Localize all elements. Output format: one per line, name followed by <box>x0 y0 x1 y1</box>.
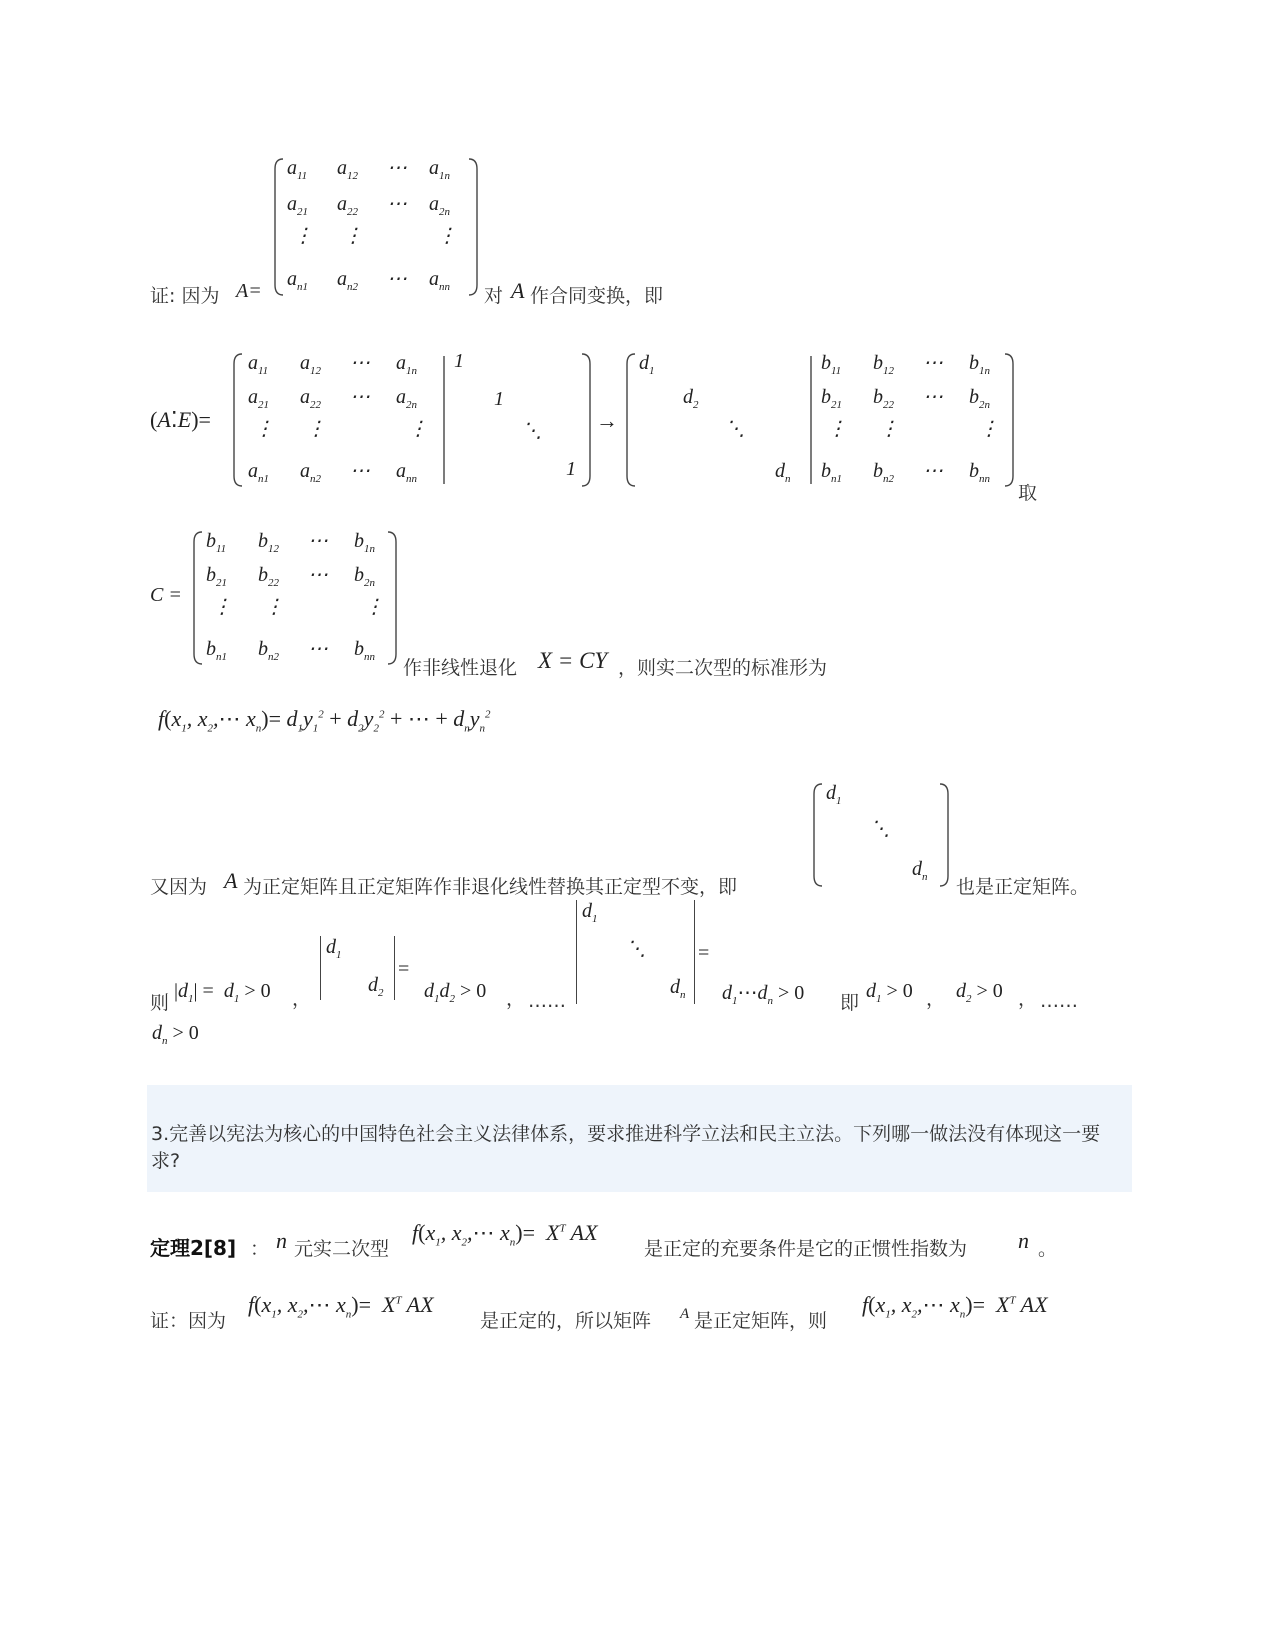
theorem-colon: ： <box>250 1238 270 1260</box>
proof2-formula-2: $f(x_1$, $x_2,\cdots$ $x_n)= X^T$ AX <box>862 1292 1048 1321</box>
d1-positive: $d_1 > 0$ <box>866 980 913 1005</box>
para-positive-text2: 为正定矩阵且正定矩阵作非退化线性替换其正定型不变，即 <box>243 876 738 898</box>
theorem-text1: 元实二次型 <box>294 1238 390 1260</box>
matrix-a: $a_{11}$ $a_{12}$ ⋯ $a_{1n}$ $a_{21}$ $a_{22}$ ⋯ $a_{2n}$ ⋮ ⋮ ⋮ $a_{n1}$ $a_{n2}$ ⋯ $a_{nn}$ <box>237 155 487 300</box>
minors-dots-2: …… <box>1040 990 1078 1012</box>
symbol-n2: n <box>1018 1228 1029 1253</box>
matrix-db-brackets <box>625 350 1015 490</box>
dn-positive: $d_n > 0$ <box>152 1022 199 1047</box>
minor-1: $|d_1| = d_1 > 0$ <box>174 980 271 1005</box>
proof1-intro: 证: 因为 <box>150 285 220 307</box>
theorem-period: 。 <box>1038 1238 1058 1260</box>
after-c-text: 作非线性退化 <box>403 657 518 679</box>
minors-comma-2: ， <box>506 988 526 1010</box>
arrow-icon: → <box>596 408 618 433</box>
standard-form-formula: $f(x_1$, $x_2,\cdots$ $x_n)= d_1y_1^2 + d_2y_2^2$ + ⋯ + $d_ny_n^2$ <box>158 706 491 735</box>
minor-2-det: $d_1$ $d_2$ <box>318 936 408 1006</box>
proof1-after-a: 对 <box>484 285 504 307</box>
theorem-label: 定理2[8] <box>150 1236 237 1260</box>
theorem-formula: $f(x_1$, $x_2,\cdots$ $x_n)= X^T$ AX <box>412 1220 598 1249</box>
theorem-text2: 是正定的充要条件是它的正惯性指数为 <box>644 1238 968 1260</box>
question-text: 3.完善以宪法为核心的中国特色社会主义法律体系，要求推进科学立法和民主立法。下列哪一做法没有体现这一要求? <box>151 1123 1101 1172</box>
para-positive-text3: 也是正定矩阵。 <box>956 876 1090 898</box>
diag-matrix: $d_1$ ⋱ $d_n$ <box>812 780 952 890</box>
minor-2-value: $d_1d_2 > 0$ <box>424 980 487 1005</box>
proof1-after-a2: 作合同变换，即 <box>530 285 664 307</box>
symbol-a3: A <box>680 1306 690 1322</box>
minor-2-eq: = <box>398 958 410 980</box>
minors-dots-1: …… <box>528 990 566 1012</box>
symbol-c-eq: C = <box>150 584 182 606</box>
symbol-a: A <box>511 278 525 303</box>
proof2-formula-1: $f(x_1$, $x_2,\cdots$ $x_n)= X^T$ AX <box>248 1292 434 1321</box>
matrix-c: $b_{11}$ $b_{12}$ ⋯ $b_{1n}$ $b_{21}$ $b_{22}$ ⋯ $b_{2n}$ ⋮ ⋮ ⋮ $b_{n1}$ $b_{n2}$ ⋯ $b_{nn}$ <box>192 528 402 668</box>
d2-positive: $d_2 > 0$ <box>956 980 1003 1005</box>
symbol-a-eq: A= <box>236 280 262 302</box>
minors-ze: 则 <box>150 992 170 1014</box>
proof2-intro: 证：因为 <box>150 1310 227 1332</box>
proof2-text1: 是正定的，所以矩阵 <box>480 1310 652 1332</box>
para-positive-text1: 又因为 <box>150 876 208 898</box>
minor-n-eq: = <box>698 942 710 964</box>
minors-comma-4: ， <box>1018 988 1038 1010</box>
matrix-db: $d_1$ $d_2$ ⋱ $d_n$ $b_{11}$ $b_{12}$ ⋯ $b_{1n}$ $b_{21}$ $b_{22}$ ⋯ $b_{2n}$ ⋮ ⋮ ⋮ $b_{n1}$ $b_{n2}$ ⋯ $b_{nn}$ <box>625 350 1015 490</box>
qu-text: 取 <box>1018 482 1038 504</box>
minors-comma-3: ， <box>926 988 946 1010</box>
symbol-x-cy: X = CY <box>538 648 608 673</box>
minor-n-det: $d_1$ ⋱ $d_n$ <box>574 900 704 1008</box>
symbol-a2: A <box>224 868 238 893</box>
question-box <box>147 1085 1132 1192</box>
minors-comma-1: ， <box>292 988 312 1010</box>
after-xcy-text: ，则实二次型的标准形为 <box>618 657 828 679</box>
minors-ji: 即 <box>840 992 860 1014</box>
symbol-n: n <box>276 1228 287 1253</box>
proof2-text2: 是正定矩阵，则 <box>694 1310 828 1332</box>
minor-n-value: $d_1\cdots d_n > 0$ <box>722 982 805 1007</box>
symbol-ae: (A⁚E)= <box>150 407 211 432</box>
matrix-ae: $a_{11}$ $a_{12}$ ⋯ $a_{1n}$ $a_{21}$ $a_{22}$ ⋯ $a_{2n}$ ⋮ ⋮ ⋮ $a_{n1}$ $a_{n2}$ ⋯ $a_{nn}$ 1 1 ⋱ 1 <box>232 350 592 490</box>
